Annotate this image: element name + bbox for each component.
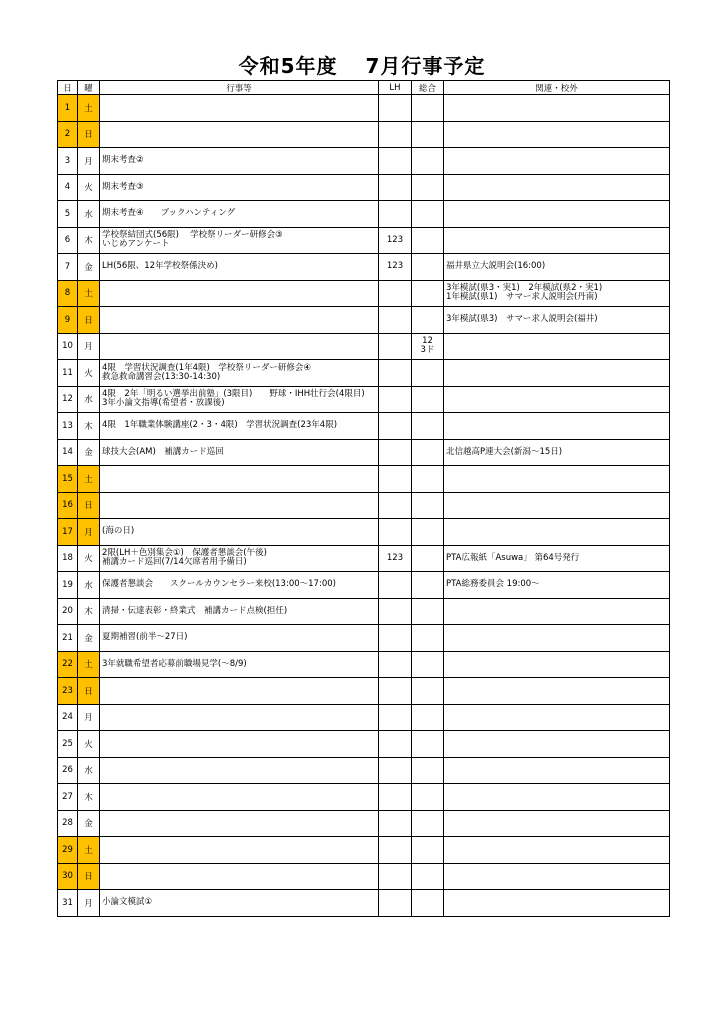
title-year: 令和5年度 [238, 54, 338, 78]
related-cell [444, 360, 670, 387]
table-row [58, 651, 670, 678]
sogo-line: 12 [422, 336, 433, 347]
lh-cell [379, 386, 412, 413]
lh-cell [379, 360, 412, 387]
table-row [58, 386, 670, 413]
event-line: 2限(LH＋色別集会①) 保護者懇談会(午後) [102, 548, 267, 559]
weekday-cell: 月 [78, 890, 100, 917]
lh-cell [379, 678, 412, 705]
lh-cell [379, 201, 412, 228]
weekday-cell: 木 [78, 784, 100, 811]
event-line: LH(56限、12年学校祭係決め) [102, 261, 218, 272]
related-cell [444, 598, 670, 625]
table-row [58, 572, 670, 599]
sogo-cell [412, 333, 444, 360]
table-row [58, 837, 670, 864]
related-cell [444, 333, 670, 360]
events-cell [100, 651, 379, 678]
events-cell [100, 678, 379, 705]
header-sogo: 総合 [412, 81, 444, 95]
lh-cell [379, 280, 412, 307]
sogo-cell [412, 121, 444, 148]
title-month: 7月行事予定 [365, 54, 486, 78]
lh-cell [379, 572, 412, 599]
sogo-cell [412, 784, 444, 811]
sogo-cell [412, 201, 444, 228]
weekday-cell: 金 [78, 625, 100, 652]
events-cell [100, 360, 379, 387]
sogo-cell [412, 492, 444, 519]
event-line: 補講カード巡回(7/14欠席者用予備日) [102, 557, 247, 568]
events-cell [100, 757, 379, 784]
table-row [58, 333, 670, 360]
day-cell: 29 [58, 837, 78, 864]
sogo-cell [412, 810, 444, 837]
related-cell [444, 678, 670, 705]
table-row [58, 890, 670, 917]
day-cell: 10 [58, 333, 78, 360]
related-cell [444, 439, 670, 466]
header-events: 行事等 [100, 81, 379, 95]
sogo-cell [412, 837, 444, 864]
weekday-cell: 火 [78, 545, 100, 572]
day-cell: 21 [58, 625, 78, 652]
event-line: 4限 2年「明るい選挙出前塾」(3限目) 野球・IHH壮行会(4限目) [102, 389, 365, 400]
lh-cell [379, 731, 412, 758]
weekday-cell: 金 [78, 254, 100, 281]
sogo-cell [412, 254, 444, 281]
day-cell: 13 [58, 413, 78, 440]
table-row [58, 148, 670, 175]
sogo-cell [412, 360, 444, 387]
related-line: PTA総務委員会 19:00～ [446, 579, 540, 590]
events-cell [100, 280, 379, 307]
events-cell [100, 492, 379, 519]
sogo-cell [412, 439, 444, 466]
weekday-cell: 火 [78, 731, 100, 758]
weekday-cell: 月 [78, 333, 100, 360]
weekday-cell: 日 [78, 307, 100, 334]
sogo-cell [412, 598, 444, 625]
related-cell [444, 121, 670, 148]
events-cell [100, 254, 379, 281]
event-line: 保護者懇談会 スクールカウンセラー来校(13:00～17:00) [102, 579, 336, 590]
lh-cell [379, 413, 412, 440]
event-line: 3年就職希望者応募前職場見学(～8/9) [102, 658, 247, 669]
events-cell [100, 439, 379, 466]
day-cell: 15 [58, 466, 78, 493]
sogo-cell [412, 545, 444, 572]
day-cell: 1 [58, 95, 78, 122]
events-cell [100, 386, 379, 413]
related-cell [444, 95, 670, 122]
events-cell [100, 545, 379, 572]
weekday-cell: 木 [78, 413, 100, 440]
events-cell [100, 863, 379, 890]
event-line: 清掃・伝達表彰・終業式 補講カード点検(担任) [102, 605, 288, 616]
related-cell [444, 466, 670, 493]
events-cell [100, 890, 379, 917]
weekday-cell: 日 [78, 121, 100, 148]
table-row [58, 625, 670, 652]
table-row [58, 254, 670, 281]
weekday-cell: 土 [78, 651, 100, 678]
schedule-rows [58, 95, 670, 917]
related-line: 3年模試(県3) サマー求人説明会(福井) [446, 314, 598, 325]
related-cell [444, 890, 670, 917]
events-cell [100, 837, 379, 864]
weekday-cell: 木 [78, 598, 100, 625]
related-line: PTA広報紙「Asuwa」 第64号発行 [446, 552, 580, 563]
weekday-cell: 金 [78, 439, 100, 466]
lh-cell [379, 148, 412, 175]
table-row [58, 174, 670, 201]
lh-cell [379, 810, 412, 837]
sogo-cell [412, 651, 444, 678]
lh-cell [379, 466, 412, 493]
related-cell [444, 254, 670, 281]
events-cell [100, 333, 379, 360]
day-cell: 12 [58, 386, 78, 413]
events-cell [100, 307, 379, 334]
weekday-cell: 日 [78, 492, 100, 519]
related-cell [444, 837, 670, 864]
lh-cell [379, 95, 412, 122]
schedule-table [57, 80, 670, 917]
related-cell [444, 413, 670, 440]
weekday-cell: 金 [78, 810, 100, 837]
day-cell: 3 [58, 148, 78, 175]
weekday-cell: 土 [78, 837, 100, 864]
event-line: 4限 1年職業体験講座(2・3・4限) 学習状況調査(23年4限) [102, 420, 338, 431]
related-cell [444, 704, 670, 731]
table-row [58, 598, 670, 625]
event-line: 学校祭結団式(56限) 学校祭リーダー研修会③ [102, 230, 283, 241]
lh-cell [379, 598, 412, 625]
day-cell: 31 [58, 890, 78, 917]
event-line: 期末考査② [102, 155, 144, 166]
day-cell: 14 [58, 439, 78, 466]
lh-cell [379, 757, 412, 784]
weekday-cell: 水 [78, 572, 100, 599]
weekday-cell: 土 [78, 95, 100, 122]
weekday-cell: 日 [78, 863, 100, 890]
event-line: 期末考査③ [102, 181, 144, 192]
related-cell [444, 148, 670, 175]
lh-cell: 123 [379, 227, 412, 254]
weekday-cell: 水 [78, 757, 100, 784]
event-line: 4限 学習状況調査(1年4限) 学校祭リーダー研修会④ [102, 362, 311, 373]
day-cell: 28 [58, 810, 78, 837]
sogo-cell [412, 386, 444, 413]
related-cell [444, 492, 670, 519]
lh-cell [379, 307, 412, 334]
day-cell: 25 [58, 731, 78, 758]
weekday-cell: 土 [78, 280, 100, 307]
events-cell [100, 810, 379, 837]
sogo-cell [412, 519, 444, 546]
day-cell: 16 [58, 492, 78, 519]
related-cell [444, 810, 670, 837]
events-cell [100, 174, 379, 201]
related-line: 3年模試(県3・実1) 2年模試(県2・実1) [446, 283, 603, 294]
table-row [58, 439, 670, 466]
table-row [58, 757, 670, 784]
header-lh: LH [379, 81, 412, 95]
weekday-cell: 火 [78, 174, 100, 201]
day-cell: 17 [58, 519, 78, 546]
table-row [58, 545, 670, 572]
sogo-cell [412, 307, 444, 334]
sogo-cell [412, 95, 444, 122]
lh-cell: 123 [379, 254, 412, 281]
events-cell [100, 466, 379, 493]
lh-cell [379, 174, 412, 201]
event-line: 球技大会(AM) 補講カード巡回 [102, 446, 224, 457]
weekday-cell: 日 [78, 678, 100, 705]
day-cell: 27 [58, 784, 78, 811]
related-cell [444, 227, 670, 254]
events-cell [100, 731, 379, 758]
table-row [58, 519, 670, 546]
table-row [58, 704, 670, 731]
header-day: 日 [58, 81, 78, 95]
day-cell: 23 [58, 678, 78, 705]
weekday-cell: 月 [78, 519, 100, 546]
related-cell [444, 280, 670, 307]
sogo-cell [412, 227, 444, 254]
related-cell [444, 386, 670, 413]
events-cell [100, 95, 379, 122]
related-line: 福井県立大説明会(16:00) [446, 261, 546, 272]
related-line: 1年模試(県1) サマー求人説明会(丹南) [446, 292, 598, 303]
sogo-cell [412, 704, 444, 731]
related-cell [444, 307, 670, 334]
table-row [58, 466, 670, 493]
table-row [58, 307, 670, 334]
day-cell: 6 [58, 227, 78, 254]
sogo-cell [412, 678, 444, 705]
event-line: いじめアンケート [102, 239, 170, 250]
events-cell [100, 413, 379, 440]
sogo-cell [412, 148, 444, 175]
related-cell [444, 545, 670, 572]
events-cell [100, 598, 379, 625]
weekday-cell: 火 [78, 360, 100, 387]
related-cell [444, 731, 670, 758]
sogo-cell [412, 572, 444, 599]
lh-cell [379, 704, 412, 731]
event-line: (海の日) [102, 526, 135, 537]
sogo-cell [412, 625, 444, 652]
table-row [58, 784, 670, 811]
lh-cell [379, 121, 412, 148]
day-cell: 20 [58, 598, 78, 625]
events-cell [100, 148, 379, 175]
events-cell [100, 625, 379, 652]
day-cell: 11 [58, 360, 78, 387]
day-cell: 2 [58, 121, 78, 148]
sogo-cell [412, 174, 444, 201]
weekday-cell: 水 [78, 201, 100, 228]
event-line: 期末考査④ ブックハンティング [102, 208, 236, 219]
table-row [58, 95, 670, 122]
table-row [58, 121, 670, 148]
lh-cell [379, 439, 412, 466]
events-cell [100, 519, 379, 546]
sogo-cell [412, 863, 444, 890]
weekday-cell: 木 [78, 227, 100, 254]
table-row [58, 280, 670, 307]
weekday-cell: 土 [78, 466, 100, 493]
day-cell: 26 [58, 757, 78, 784]
header-dow: 曜 [78, 81, 100, 95]
events-cell [100, 227, 379, 254]
header-related: 関連・校外 [444, 81, 670, 95]
day-cell: 9 [58, 307, 78, 334]
lh-cell [379, 519, 412, 546]
day-cell: 24 [58, 704, 78, 731]
lh-cell: 123 [379, 545, 412, 572]
related-cell [444, 519, 670, 546]
day-cell: 7 [58, 254, 78, 281]
day-cell: 22 [58, 651, 78, 678]
lh-cell [379, 625, 412, 652]
day-cell: 5 [58, 201, 78, 228]
event-line: 夏期補習(前半～27日) [102, 632, 188, 643]
related-cell [444, 174, 670, 201]
lh-cell [379, 837, 412, 864]
related-cell [444, 201, 670, 228]
events-cell [100, 784, 379, 811]
weekday-cell: 月 [78, 148, 100, 175]
table-row [58, 413, 670, 440]
table-row [58, 731, 670, 758]
event-line: 3年小論文指導(希望者・放課後) [102, 398, 225, 409]
lh-cell [379, 890, 412, 917]
related-cell [444, 572, 670, 599]
weekday-cell: 水 [78, 386, 100, 413]
lh-cell [379, 784, 412, 811]
table-row [58, 360, 670, 387]
sogo-cell [412, 280, 444, 307]
day-cell: 19 [58, 572, 78, 599]
sogo-cell [412, 413, 444, 440]
table-row [58, 678, 670, 705]
events-cell [100, 572, 379, 599]
day-cell: 4 [58, 174, 78, 201]
event-line: 救急救命講習会(13:30-14:30) [102, 371, 221, 382]
table-row [58, 492, 670, 519]
related-cell [444, 757, 670, 784]
table-row [58, 227, 670, 254]
day-cell: 18 [58, 545, 78, 572]
related-cell [444, 863, 670, 890]
table-row [58, 810, 670, 837]
lh-cell [379, 492, 412, 519]
related-cell [444, 625, 670, 652]
event-line: 小論文模試① [102, 897, 153, 908]
sogo-cell [412, 731, 444, 758]
events-cell [100, 121, 379, 148]
page-title [0, 50, 724, 79]
sogo-cell [412, 757, 444, 784]
related-line: 北信越高P連大会(新潟～15日) [446, 446, 563, 457]
weekday-cell: 月 [78, 704, 100, 731]
events-cell [100, 201, 379, 228]
events-cell [100, 704, 379, 731]
table-row [58, 863, 670, 890]
day-cell: 8 [58, 280, 78, 307]
related-cell [444, 651, 670, 678]
lh-cell [379, 863, 412, 890]
lh-cell [379, 333, 412, 360]
table-row [58, 201, 670, 228]
lh-cell [379, 651, 412, 678]
day-cell: 30 [58, 863, 78, 890]
sogo-cell [412, 466, 444, 493]
related-cell [444, 784, 670, 811]
sogo-line: 3ド [420, 345, 435, 356]
sogo-cell [412, 890, 444, 917]
table-header-row [58, 81, 670, 95]
